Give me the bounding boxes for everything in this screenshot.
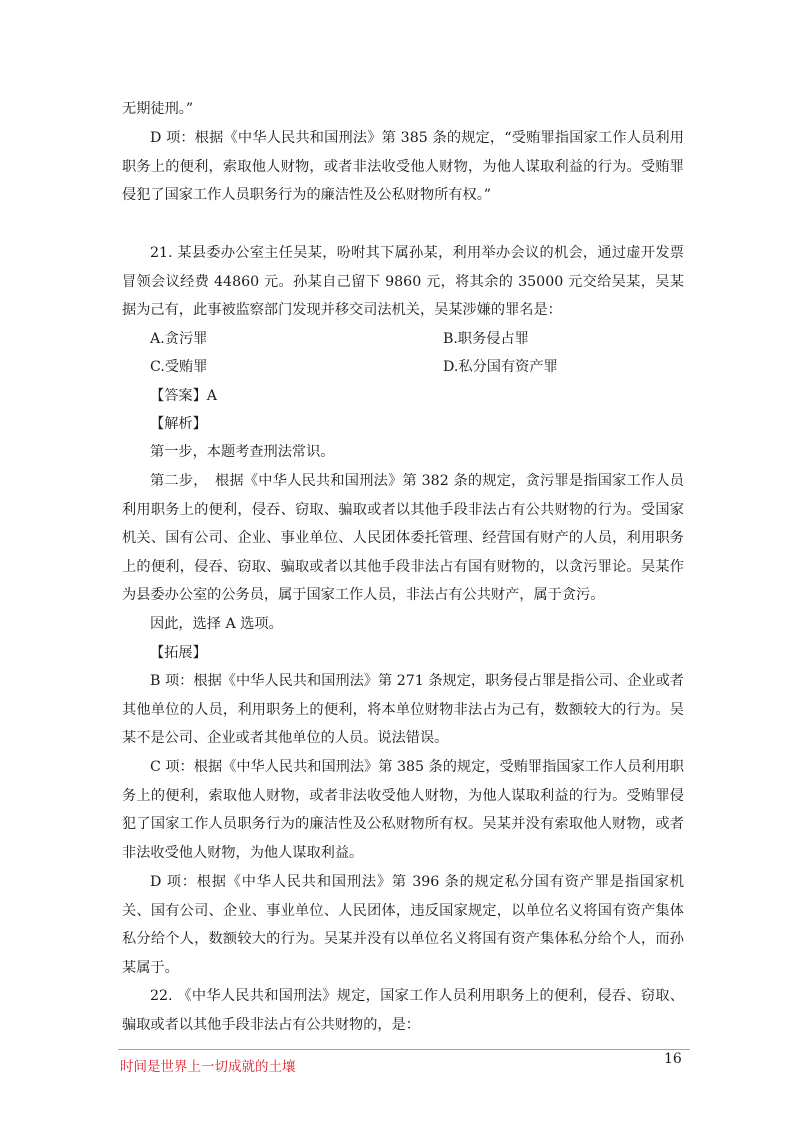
analysis-step-1: 第一步，本题考查刑法常识。 bbox=[150, 444, 335, 460]
page-number: 16 bbox=[664, 1051, 682, 1067]
previous-d-item-explanation: D 项：根据《中华人民共和国刑法》第 385 条的规定，“受贿罪指国家工作人员利用职务上的便利，索取他人财物，或者非法收受他人财物，为他人谋取利益的行为。受贿罪侵犯了国家工作人员职务行为的廉洁性及公私财物所有权。” bbox=[122, 130, 684, 204]
question-21-answer: 【答案】A bbox=[150, 388, 217, 404]
extension-c-item: C 项：根据《中华人民共和国刑法》第 385 条的规定，受贿罪指国家工作人员利用职务上的便利，索取他人财物，或者非法收受他人财物，为他人谋取利益的行为。受贿罪侵犯了国家工作人员职务行为的廉洁性及公私财物所有权。吴某并没有索取他人财物，或者非法收受他人财物，为他人谋取利益。 bbox=[122, 759, 684, 861]
analysis-step-2: 第二步， 根据《中华人民共和国刑法》第 382 条的规定，贪污罪是指国家工作人员利用职务上的便利，侵吞、窃取、骗取或者以其他手段非法占有公共财物的行为。受国家机关、国有公司、企业、事业单位、人民团体委托管理、经营国有财产的人员，利用职务上的便利，侵吞、窃取、骗取或者以其他手段非法占有国有财物的，以贪污罪论。吴某作为县委办公室的公务员，属于国家工作人员，非法占有公共财产，属于贪污。 bbox=[122, 473, 684, 604]
previous-answer-ending: 无期徒刑。” bbox=[122, 101, 194, 117]
extension-b-item: B 项：根据《中华人民共和国刑法》第 271 条规定，职务侵占罪是指公司、企业或者其他单位的人员，利用职务上的便利，将本单位财物非法占为己有，数额较大的行为。吴某不是公司、企业或者其他单位的人员。说法错误。 bbox=[122, 673, 684, 747]
question-21-stem: 21. 某县委办公室主任吴某，吩咐其下属孙某，利用举办会议的机会，通过虚开发票冒领会议经费 44860 元。孙某自己留下 9860 元，将其余的 35000 元交给吴某，吴某据为己有，此事被监察部门发现并移交司法机关，吴某涉嫌的罪名是： bbox=[122, 245, 684, 319]
analysis-heading: 【解析】 bbox=[150, 416, 207, 432]
extension-d-item: D 项：根据《中华人民共和国刑法》第 396 条的规定私分国有资产罪是指国家机关、国有公司、企业、事业单位、人民团体，违反国家规定，以单位名义将国有资产集体私分给个人，数额较大的行为。吴某并没有以单位名义将国有资产集体私分给个人，而孙某属于。 bbox=[122, 874, 684, 976]
question-21-option-a: A.贪污罪 bbox=[150, 331, 208, 347]
footer-motto: 时间是世界上一切成就的土壤 bbox=[120, 1059, 296, 1075]
question-22-stem: 22. 《中华人民共和国刑法》规定，国家工作人员利用职务上的便利，侵吞、窃取、骗取或者以其他手段非法占有公共财物的，是： bbox=[122, 988, 684, 1033]
question-21-option-b: B.职务侵占罪 bbox=[443, 331, 529, 347]
question-21-option-c: C.受贿罪 bbox=[150, 359, 208, 375]
question-21-option-d: D.私分国有资产罪 bbox=[443, 359, 558, 375]
analysis-conclusion: 因此，选择 A 选项。 bbox=[150, 616, 283, 632]
extension-heading: 【拓展】 bbox=[150, 645, 207, 661]
footer-divider bbox=[118, 1049, 690, 1050]
